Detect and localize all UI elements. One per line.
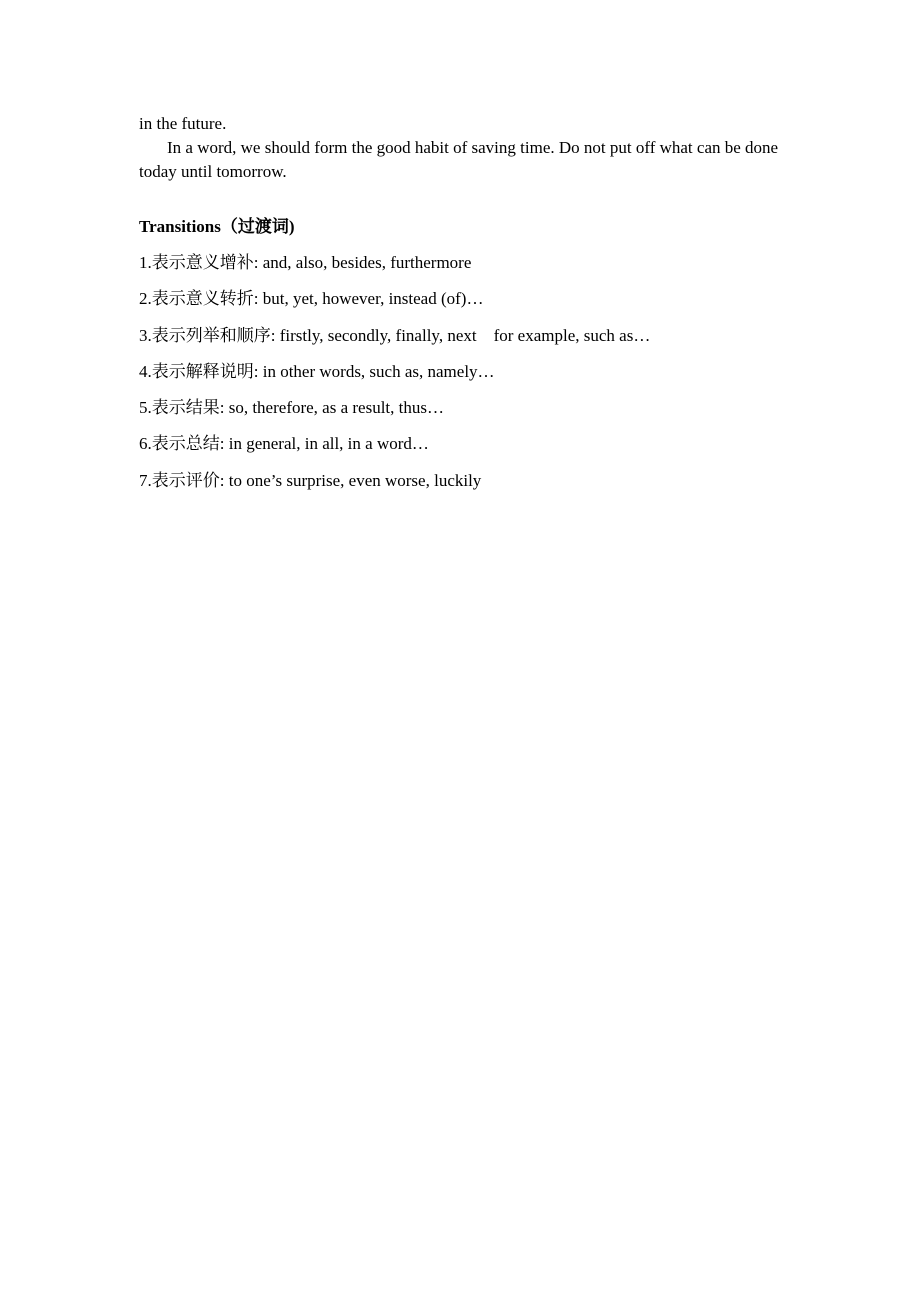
section-heading: Transitions（过渡词) — [139, 217, 295, 236]
list-item: 5.表示结果: so, therefore, as a result, thus… — [139, 398, 444, 418]
body-text — [139, 112, 789, 184]
continuation-line: in the future. — [139, 114, 227, 133]
list-item: 2.表示意义转折: but, yet, however, instead (of)… — [139, 289, 484, 309]
list-item: 4.表示解释说明: in other words, such as, namely… — [139, 361, 495, 381]
conclusion-paragraph: In a word, we should form the good habit of saving time. Do not put off what can be done today until tomorrow. — [139, 138, 779, 181]
transitions-list — [139, 251, 650, 505]
list-item: 6.表示总结: in general, in all, in a word… — [139, 434, 429, 454]
list-item: 1.表示意义增补: and, also, besides, furthermore — [139, 253, 472, 272]
list-item: 3.表示列举和顺序: firstly, secondly, finally, next for example, such as… — [139, 325, 651, 345]
list-item: 7.表示评价: to one’s surprise, even worse, luckily — [139, 470, 482, 490]
